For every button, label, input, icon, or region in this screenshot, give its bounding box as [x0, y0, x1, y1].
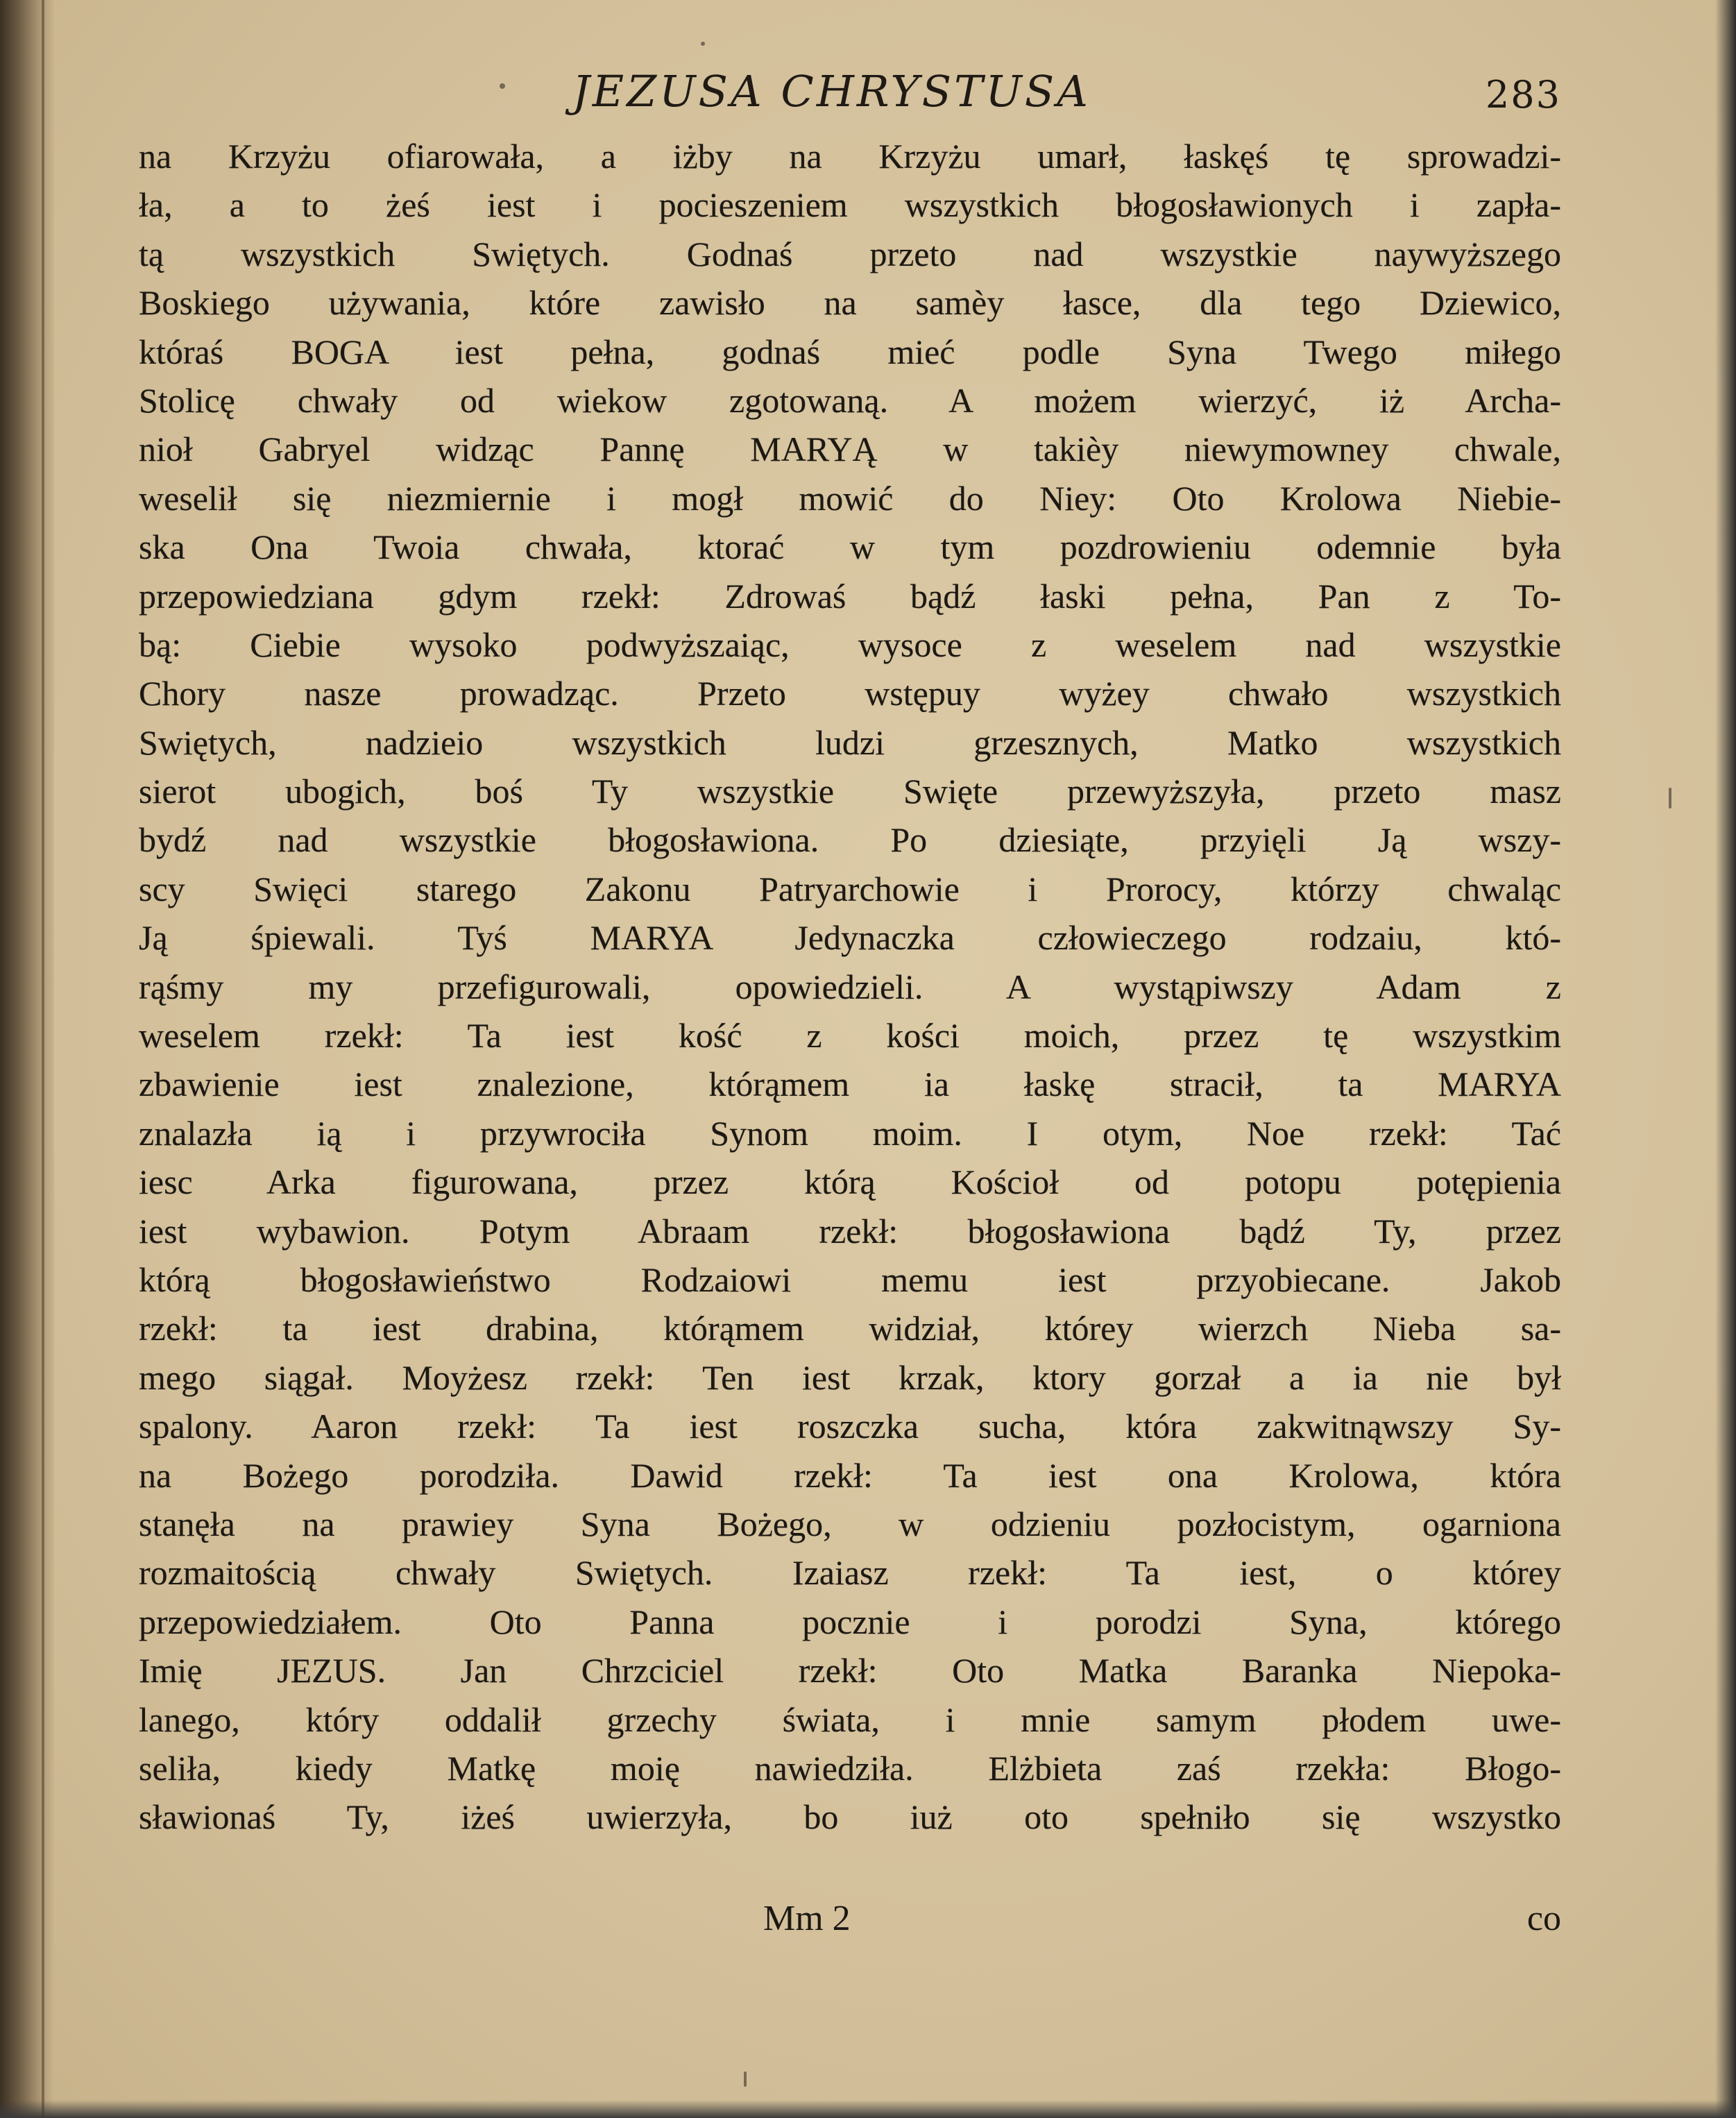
text-line: rzekł: ta iest drabina, którąmem widział, którey wierzch Nieba sa-: [139, 1309, 1561, 1348]
text-line: sierot ubogich, boś Ty wszystkie Swięte przewyższyła, przeto masz: [139, 772, 1561, 811]
text-line: zbawienie iest znalezione, którąmem ia łaskę stracił, ta MARYA: [139, 1065, 1561, 1104]
paper-speck: [1669, 788, 1671, 808]
gutter-shadow-line: [42, 0, 44, 2118]
paper-speck: [744, 2072, 747, 2087]
text-line: Chory nasze prowadząc. Przeto wstępuy wyżey chwało wszystkich: [139, 674, 1561, 713]
text-line: na Krzyżu ofiarowała, a iżby na Krzyżu umarł, łaskęś tę sprowadzi-: [139, 137, 1561, 176]
text-line: seliła, kiedy Matkę moię nawiedziła. Elżbieta zaś rzekła: Błogo-: [139, 1748, 1561, 1788]
page-number: 283: [1485, 73, 1561, 117]
page-bottom-edge: [0, 2100, 1736, 2118]
page-footer: [139, 1898, 1561, 1954]
text-line: Stolicę chwały od wiekow zgotowaną. A możem wierzyć, iż Archa-: [139, 380, 1561, 420]
text-line: nioł Gabryel widząc Pannę MARYĄ w takièy niewymowney chwale,: [139, 430, 1561, 469]
text-line: bą: Ciebie wysoko podwyższaiąc, wysoce z weselem nad wszystkie: [139, 625, 1561, 664]
text-line: sławionaś Ty, iżeś uwierzyła, bo iuż oto spełniło się wszystko: [139, 1797, 1561, 1837]
text-line: tą wszystkich Swiętych. Godnaś przeto nad wszystkie naywyższego: [139, 234, 1561, 273]
text-line: lanego, który oddalił grzechy świata, i mnie samym płodem uwe-: [139, 1700, 1561, 1739]
binding-gutter: [0, 0, 54, 2118]
page-right-edge: [1715, 0, 1736, 2118]
text-line: rąśmy my przefigurowali, opowiedzieli. A wystąpiwszy Adam z: [139, 967, 1561, 1006]
running-head: [139, 61, 1561, 117]
text-line: weselem rzekł: Ta iest kość z kości moich, przez tę wszystkim: [139, 1016, 1561, 1056]
text-line: ska Ona Twoia chwała, ktorać w tym pozdrowieniu odemnie była: [139, 527, 1561, 567]
text-line: Swiętych, nadzieio wszystkich ludzi grzesznych, Matko wszystkich: [139, 722, 1561, 762]
text-line: bydź nad wszystkie błogosławiona. Po dziesiąte, przyięli Ją wszy-: [139, 820, 1561, 860]
text-line: przepowiedziana gdym rzekł: Zdrowaś bądź łaski pełna, Pan z To-: [139, 576, 1561, 616]
text-line: któraś BOGA iest pełna, godnaś mieć podle Syna Twego miłego: [139, 332, 1561, 371]
text-line: Ją śpiewali. Tyś MARYA Jedynaczka człowieczego rodzaiu, któ-: [139, 918, 1561, 958]
text-line: stanęła na prawiey Syna Bożego, w odzieniu pozłocistym, ogarniona: [139, 1504, 1561, 1543]
text-line: iest wybawion. Potym Abraam rzekł: błogosławiona bądź Ty, przez: [139, 1211, 1561, 1251]
text-line: którą błogosławieństwo Rodzaiowi memu iest przyobiecane. Jakob: [139, 1260, 1561, 1299]
body-text: [139, 132, 1561, 1842]
text-line: na Bożego porodziła. Dawid rzekł: Ta iest ona Krolowa, która: [139, 1455, 1561, 1495]
text-line: Imię JEZUS. Jan Chrzciciel rzekł: Oto Matka Baranka Niepoka-: [139, 1651, 1561, 1691]
text-line: spalony. Aaron rzekł: Ta iest roszczka sucha, która zakwitnąwszy Sy-: [139, 1407, 1561, 1446]
paper-speck: [500, 83, 505, 89]
text-line: znalazła ią i przywrociła Synom moim. I otym, Noe rzekł: Tać: [139, 1113, 1561, 1153]
paper-speck: [701, 42, 705, 46]
text-line: scy Swięci starego Zakonu Patryarchowie i Prorocy, którzy chwaląc: [139, 869, 1561, 908]
text-line: przepowiedziałem. Oto Panna pocznie i porodzi Syna, którego: [139, 1602, 1561, 1641]
text-line: iesc Arka figurowana, przez którą Kościoł od potopu potępienia: [139, 1162, 1561, 1202]
signature-mark: Mm 2: [763, 1899, 851, 1938]
catchword: co: [1526, 1899, 1561, 1938]
text-line: rozmaitością chwały Swiętych. Izaiasz rzekł: Ta iest, o którey: [139, 1553, 1561, 1593]
text-line: mego siągał. Moyżesz rzekł: Ten iest krzak, ktory gorzał a ia nie był: [139, 1357, 1561, 1397]
running-title: JEZUSA CHRYSTUSA: [572, 66, 1091, 117]
text-line: ła, a to żeś iest i pocieszeniem wszystkich błogosławionych i zapła-: [139, 185, 1561, 225]
text-line: Boskiego używania, które zawisło na samèy łasce, dla tego Dziewico,: [139, 283, 1561, 323]
text-line: weselił się niezmiernie i mogł mowić do Niey: Oto Krolowa Niebie-: [139, 478, 1561, 518]
